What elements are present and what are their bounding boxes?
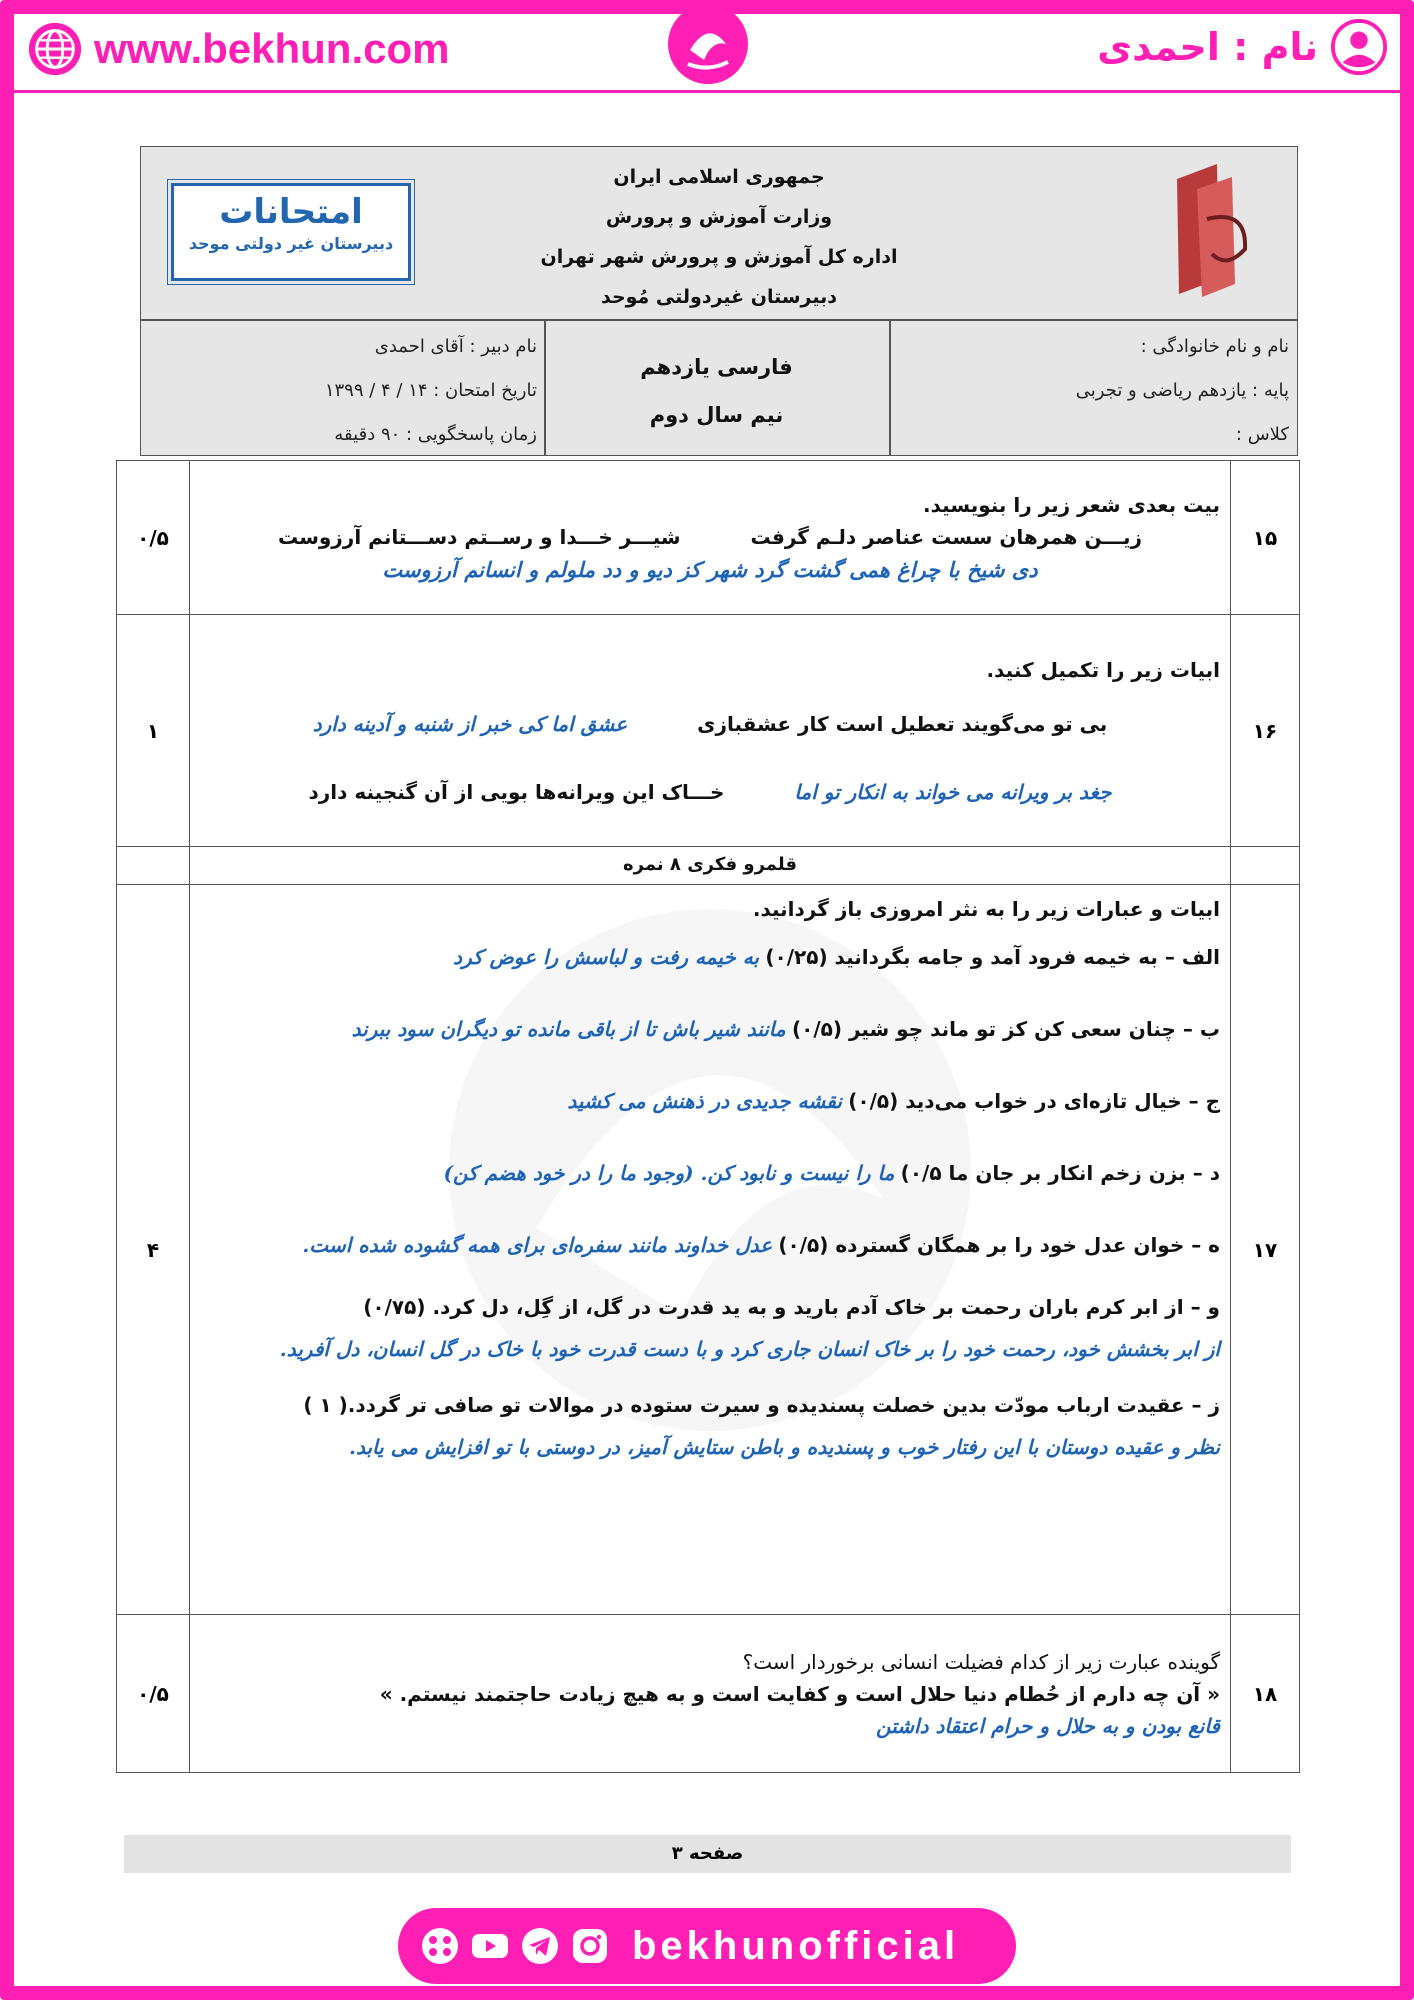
question-number: ۱۵ (1231, 461, 1300, 615)
question-score: ۴ (117, 885, 190, 1615)
term-title: نیم سال دوم (649, 403, 784, 427)
poem-line (200, 776, 1220, 808)
item-text: ه – خوان عدل خود را بر همگان گسترده (۰/۵) (778, 1233, 1220, 1257)
student-name-label: نام : احمدی (1097, 25, 1318, 69)
bekhun-logo (660, 0, 756, 92)
question-number: ۱۶ (1231, 615, 1300, 847)
hemistich: زیـــن همرهان سست عناصر دلـم گرفت (750, 524, 1142, 549)
handwritten-answer: نقشه جدیدی در ذهنش می کشید (567, 1089, 842, 1113)
item-text: الف – به خیمه فرود آمد و جامه بگردانید (۰/۲۵) (765, 945, 1220, 969)
telegram-icon[interactable] (520, 1926, 560, 1966)
question-number: ۱۸ (1231, 1615, 1300, 1773)
question-score: ۱ (117, 615, 190, 847)
exam-header (140, 146, 1298, 456)
class-field: کلاس : (1235, 424, 1289, 445)
gov-line: اداره کل آموزش و پرورش شهر تهران (540, 246, 898, 268)
subject-info (544, 343, 889, 439)
item-b (200, 1013, 1220, 1045)
poem-line (200, 521, 1220, 553)
handwritten-answer: قانع بودن و به حلال و حرام اعتقاد داشتن (876, 1713, 1220, 1738)
hemistich: شیـــر خـــدا و رســتم دســـتانم آرزوست (278, 524, 681, 549)
question-row-15 (117, 461, 1300, 615)
item-e (200, 1229, 1220, 1261)
item-text: ج – خیال تازه‌ای در خواب می‌دید (۰/۵) (848, 1089, 1220, 1113)
site-url[interactable] (26, 20, 449, 78)
question-score: ۰/۵ (117, 461, 190, 615)
question-row-18 (117, 1615, 1300, 1773)
header-divider (141, 319, 1297, 321)
question-body (190, 615, 1231, 847)
question-title: بیت بعدی شعر زیر را بنویسید. (923, 492, 1220, 517)
handwritten-answer: از ابر بخشش خود، رحمت خود را بر خاک انسان جاری کرد و با دست قدرت خود با خاک در گل انسان، دل آفرید. (279, 1337, 1220, 1361)
social-banner[interactable] (398, 1908, 1016, 1984)
question-body (190, 461, 1231, 615)
question-quote: « آن چه دارم از حُطام دنیا حلال است و کفایت است و به هیچ زیادت حاجتمند نیستم. » (379, 1681, 1220, 1706)
exam-duration: زمان پاسخگویی : ۹۰ دقیقه (334, 424, 537, 445)
user-icon (1330, 18, 1388, 76)
questions-table (116, 460, 1300, 1773)
header-col-divider (889, 319, 891, 455)
gov-line: جمهوری اسلامی ایران (613, 166, 825, 188)
question-title: ابیات زیر را تکمیل کنید. (986, 657, 1220, 682)
instagram-icon[interactable] (570, 1926, 610, 1966)
globe-icon (26, 20, 84, 78)
question-title: گوینده عبارت زیر از کدام فضیلت انسانی برخوردار است؟ (742, 1649, 1220, 1674)
page-number: صفحه ۳ (671, 1843, 744, 1864)
hemistich: بی تو می‌گویند تعطیل است کار عشقبازی (697, 711, 1108, 736)
teacher-name: نام دبیر : آقای احمدی (374, 336, 537, 357)
item-text: ب – چنان سعی کن کز تو ماند چو شیر (۰/۵) (791, 1017, 1220, 1041)
exam-date: تاریخ امتحان : ۱۴ / ۴ / ۱۳۹۹ (324, 380, 537, 401)
site-url-text: www.bekhun.com (94, 25, 450, 72)
handwritten-answer: ما را نیست و نابود کن. (وجود ما را در خود هضم کن) (443, 1161, 895, 1185)
youtube-icon[interactable] (470, 1926, 510, 1966)
page-number-bar (124, 1835, 1291, 1873)
item-text: د – بزن زخم انکار بر جان ما ۰/۵) (900, 1161, 1220, 1185)
section-row (117, 847, 1300, 885)
grade-field: پایه : یازدهم ریاضی و تجربی (1075, 380, 1289, 401)
social-handle: bekhunofficial (632, 1923, 960, 1968)
item-a (200, 941, 1220, 973)
question-row-17 (117, 885, 1300, 1615)
school-crest-icon (1157, 159, 1257, 304)
poem-line (200, 708, 1220, 740)
handwritten-answer: عشق اما کی خبر از شنبه و آدینه دارد (312, 711, 628, 736)
question-body (190, 1615, 1231, 1773)
stamp-subtitle: دبیرستان غیر دولتی موحد (188, 234, 394, 253)
section-title: قلمرو فکری ۸ نمره (190, 847, 1231, 885)
handwritten-answer: دی شیخ با چراغ همی گشت گرد شهر کز دیو و دد ملولم و انسانم آرزوست (382, 556, 1038, 582)
item-d (200, 1157, 1220, 1189)
handwritten-answer: نظر و عقیده دوستان با این رفتار خوب و پسندیده و باطن ستایش آمیز، در دوستی با تو افزایش می یابد. (348, 1435, 1220, 1459)
handwritten-answer: جغد بر ویرانه می خواند به انکار تو اما (794, 779, 1112, 804)
question-number: ۱۷ (1231, 885, 1300, 1615)
handwritten-answer: به خیمه رفت و لباسش را عوض کرد (453, 945, 759, 969)
item-f-text: و – از ابر کرم باران رحمت بر خاک آدم بارید و به ید قدرت در گل، از گِل، دل کرد. (۰/۷۵) (363, 1295, 1220, 1319)
question-title: ابیات و عبارات زیر را به نثر امروزی باز گردانید. (752, 897, 1220, 921)
student-name-badge (1097, 18, 1388, 76)
question-row-16 (117, 615, 1300, 847)
gov-line: وزارت آموزش و پرورش (605, 206, 833, 228)
handwritten-answer: عدل خداوند مانند سفره‌ای برای همه گشوده شده است. (302, 1233, 773, 1257)
subject-title: فارسی یازدهم (640, 355, 793, 379)
exams-stamp (171, 183, 411, 281)
question-score: ۰/۵ (117, 1615, 190, 1773)
handwritten-answer: مانند شیر باش تا از باقی مانده تو دیگران سود ببرند (351, 1017, 786, 1041)
top-banner (0, 0, 1414, 92)
question-body (190, 885, 1231, 1615)
top-divider (14, 90, 1400, 93)
stamp-title: امتحانات (219, 192, 363, 232)
hemistich: خـــاک این ویرانه‌ها بویی از آن گنجینه دارد (308, 779, 725, 804)
aparat-icon[interactable] (420, 1926, 460, 1966)
item-c (200, 1085, 1220, 1117)
teacher-info (149, 325, 537, 457)
student-info (899, 325, 1289, 457)
gov-line: دبیرستان غیردولتی مُوحد (600, 286, 838, 308)
item-g-text: ز – عقیدت ارباب مودّت بدین خصلت پسندیده و سیرت ستوده در موالات تو صافی تر گردد.( ۱ ) (303, 1393, 1220, 1417)
student-name-field: نام و نام خانوادگی : (1140, 336, 1289, 357)
